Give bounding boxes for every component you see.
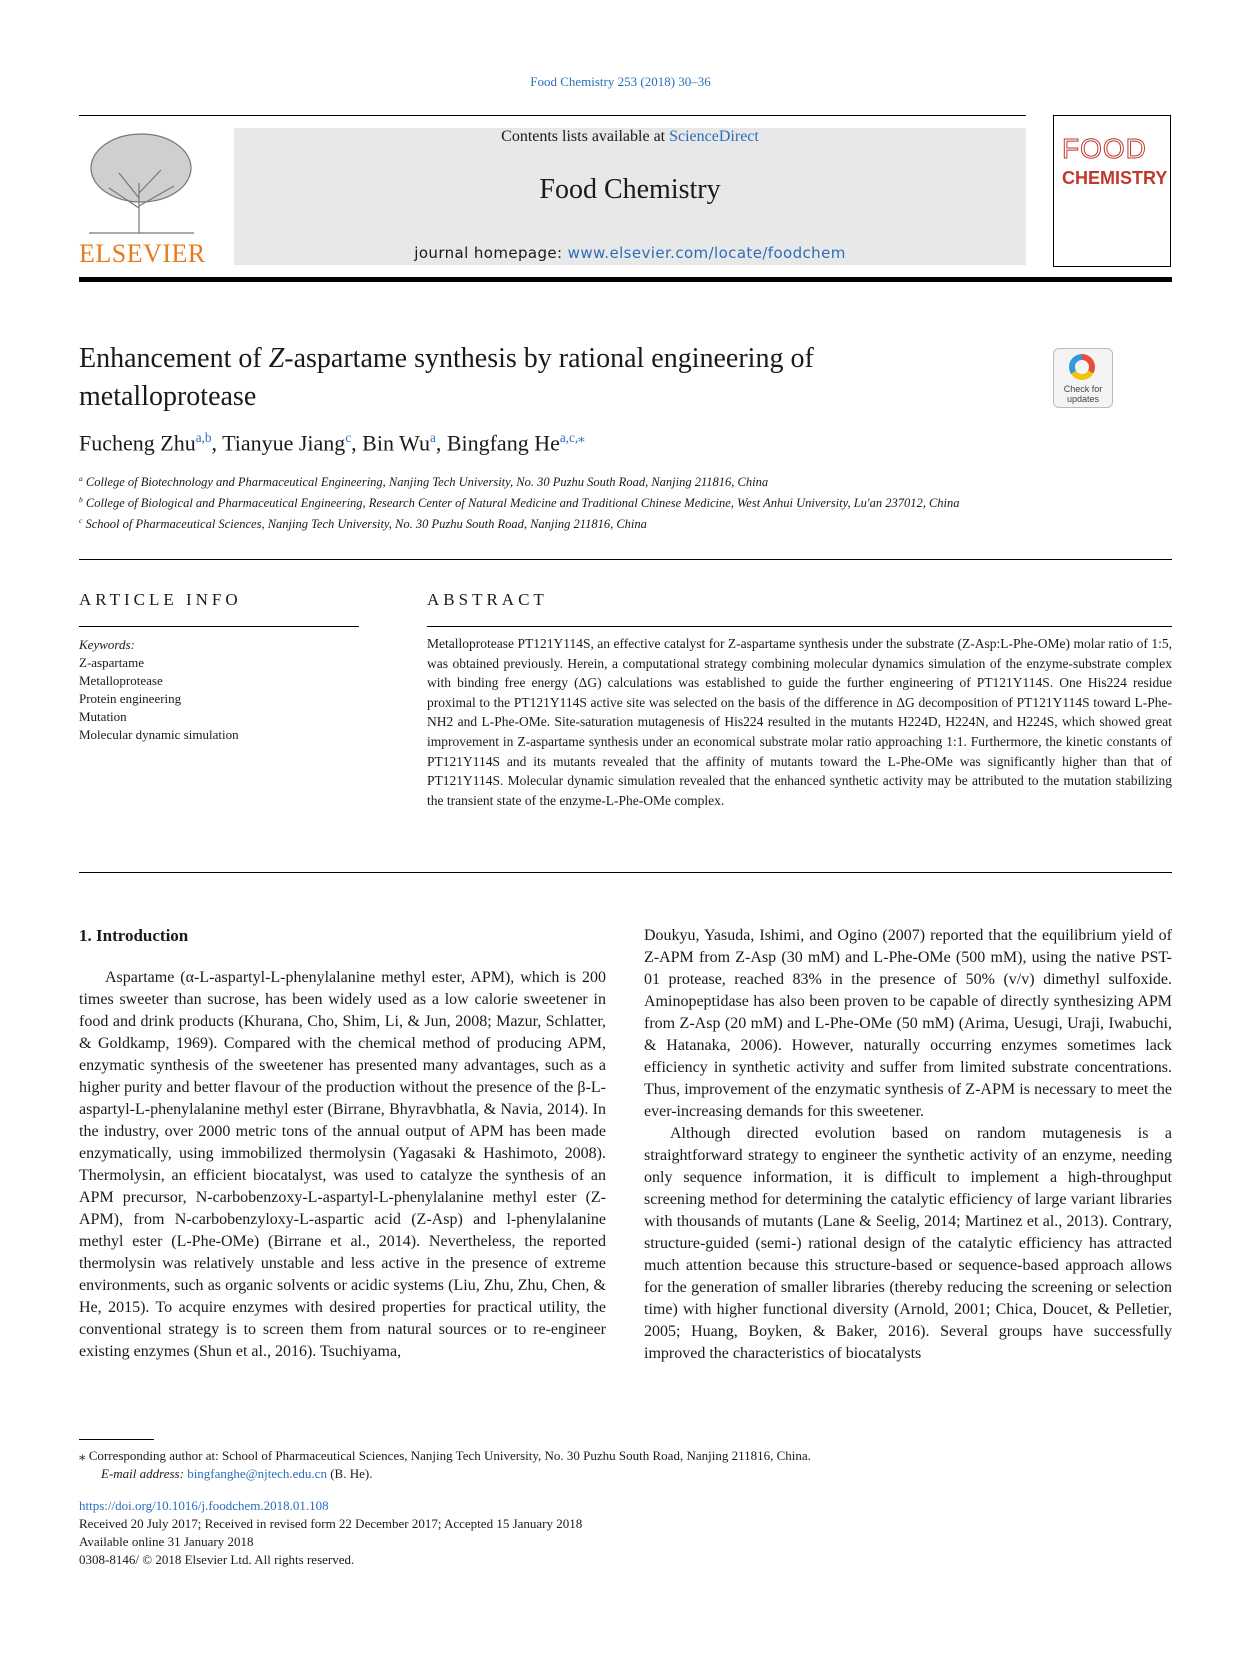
contents-line	[234, 128, 1026, 146]
author-affiliation-mark[interactable]: c	[345, 430, 352, 445]
footnotes	[79, 1447, 1172, 1483]
body-column-right	[644, 925, 1172, 1365]
body-paragraph: Aspartame (α-L-aspartyl-L-phenylalanine methyl ester, APM), which is 200 times sweeter than sucrose, has been widely used as a low calorie sweetener in food and drink products (Khurana, Cho, Shim, Li, & Jun, 2008; Mazur, Schlatter, & Goldkamp, 1969). Compared with the chemical method of producing APM, enzymatic synthesis of the sweetener has presented many advantages, such as a higher purity and better flavour of the production without the presence of the β-L-aspartyl-L-phenylalanine methyl ester (Birrane, Bhyravbhatla, & Navia, 2014). In the industry, over 2000 metric tons of the annual output of APM has been made enzymatically, using immobilized thermolysin (Yagasaki & Hashimoto, 2008). Thermolysin, an efficient biocatalyst, was used to catalyze the synthesis of an APM precursor, N-carbobenzoxy-L-aspartyl-L-phenylalanine methyl ester (Z-APM), from N-carbobenzyloxy-L-aspartic acid (Z-Asp) and l-phenylalanine methyl ester (L-Phe-OMe) (Birrane et al., 2014). Nevertheless, the reported thermolysin was relatively unstable and less active in the presence of extreme environments, such as organic solvents or acidic systems (Liu, Zhu, Zhu, Chen, & He, 2015). To acquire enzymes with desired properties for practical utility, the conventional strategy is to screen them from natural sources or to re-engineer existing enzymes (Shun et al., 2016). Tsuchiyama,	[79, 969, 606, 1360]
email-label: E-mail address:	[101, 1466, 188, 1481]
author-name: Tianyue Jiang	[222, 430, 346, 456]
header-rule	[79, 115, 1026, 116]
online-date: Available online 31 January 2018	[79, 1534, 254, 1549]
author-name: Bin Wu	[362, 430, 430, 456]
email-suffix: (B. He).	[326, 1466, 373, 1481]
sciencedirect-link[interactable]: ScienceDirect	[669, 128, 759, 145]
body-column-left	[79, 925, 606, 1363]
keyword-item: Mutation	[79, 709, 127, 724]
homepage-link[interactable]: www.elsevier.com/locate/foodchem	[567, 244, 846, 262]
article-metadata	[79, 1497, 1172, 1569]
corresponding-author-note: ⁎ Corresponding author at: School of Pharmaceutical Sciences, Nanjing Tech University, No. 30 Puzhu South Road, Nanjing 211816, China.	[79, 1448, 811, 1463]
author-affiliation-mark[interactable]: a	[429, 430, 436, 445]
abstract-text: Metalloprotease PT121Y114S, an effective catalyst for Z-aspartame synthesis under the substrate (Z-Asp:L-Phe-OMe) molar ratio of 1:5, was obtained previously. Herein, a computational strategy combining molecular dynamics simulation of the enzyme-substrate complex with binding free energy (ΔG) calculations was established to guide the further engineering of PT121Y114S. One His224 residue proximal to the PT121Y114S active site was selected on the basis of the difference in ΔG decomposition of PT121Y114S toward L-Phe-NH2 and L-Phe-OMe. Site-saturation mutagenesis of His224 resulted in the mutants H224D, H224N, and H224S, which showed great improvement in Z-aspartame synthesis under an economical substrate molar ratio approaching 1:1. Furthermore, the kinetic constants of PT121Y114S and its mutants revealed that the affinity of mutants toward the L-Phe-OMe was significantly higher than that of PT121Y114S. Molecular dynamic simulation revealed that the enhanced synthetic activity may be attributed to the mutation stabilizing the transient state of the enzyme-L-Phe-OMe complex.	[427, 636, 1172, 808]
article-info-heading: ARTICLE INFO	[79, 590, 242, 609]
author-name: Fucheng Zhu	[79, 430, 196, 456]
keywords-list	[79, 636, 359, 744]
keyword-item: Molecular dynamic simulation	[79, 727, 239, 742]
elsevier-tree-logo	[79, 128, 204, 236]
author-affiliation-mark[interactable]: a,b	[195, 430, 212, 445]
keyword-item: Metalloprotease	[79, 673, 163, 688]
body-paragraph: Although directed evolution based on random mutagenesis is a straightforward strategy to engineer the synthetic activity of an enzyme, needing only sequence information, it is difficult to implement a high-throughput screening method for determining the catalytic efficiency of large variant libraries with thousands of mutants (Lane & Seelig, 2014; Martinez et al., 2013). Contrary, structure-guided (semi-) rational design of the catalytic efficiency has attracted much attention because this structure-based or sequence-based approach allows for the generation of smaller libraries (thereby reducing the screening or selection time) with higher functional diversity (Arnold, 2001; Chica, Doucet, & Pelletier, 2005; Huang, Boyken, & Baker, 2016). Several groups have successfully improved the characteristics of biocatalysts	[644, 1125, 1172, 1362]
keyword-item: Protein engineering	[79, 691, 182, 706]
homepage-line	[234, 244, 1026, 262]
check-for-updates-button[interactable]	[1053, 348, 1113, 408]
header-thick-rule	[79, 277, 1172, 282]
journal-banner	[234, 128, 1026, 265]
abstract-heading: ABSTRACT	[427, 590, 548, 609]
affiliation-item: $^b$ College of Biological and Pharmaceutical Engineering, Research Center of Natural Medicine and Traditional Chinese Medicine, West Anhui University, Lu'an 237012, China	[79, 495, 960, 511]
abstract-end-rule	[79, 872, 1172, 873]
cover-chemistry-text: CHEMISTRY	[1062, 168, 1168, 188]
author-name: Bingfang He	[446, 430, 560, 456]
section-heading-introduction: 1. Introduction	[79, 926, 189, 945]
email-note	[79, 1465, 1172, 1483]
contents-prefix: Contents lists available at	[501, 128, 670, 145]
body-paragraph: Doukyu, Yasuda, Ishimi, and Ogino (2007) reported that the equilibrium yield of Z-APM from Z-Asp (30 mM) and L-Phe-OMe (500 mM), using the native PST-01 protease, reached 83% in the presence of 50% (v/v) dimethyl sulfoxide. Aminopeptidase has also been proven to be capable of directly synthesizing APM from Z-Asp (20 mM) and L-Phe-OMe (50 mM) (Arima, Uesugi, Uraji, Iwabuchi, & Hatanaka, 2006). However, naturally occurring enzymes sometimes lack efficiency in synthetic activity and suffer from limited substrate concentrations. Thus, improvement of the enzymatic synthesis of Z-APM is necessary to meet the ever-increasing demands for this sweetener.	[644, 927, 1172, 1120]
affiliations	[79, 470, 1039, 533]
elsevier-wordmark: ELSEVIER	[79, 239, 206, 268]
section-rule	[79, 559, 1172, 560]
journal-name: Food Chemistry	[539, 174, 721, 205]
keyword-item: Z-aspartame	[79, 655, 144, 670]
article-title: Enhancement of Z-aspartame synthesis by rational engineering of metalloprotease	[79, 343, 814, 412]
keywords-label: Keywords:	[79, 637, 135, 652]
doi-link[interactable]: https://doi.org/10.1016/j.foodchem.2018.01.108	[79, 1498, 329, 1513]
check-for-updates-label: Check for updates	[1063, 384, 1103, 404]
homepage-prefix: journal homepage:	[414, 244, 568, 262]
abstract-rule	[427, 626, 1172, 627]
author-affiliation-mark[interactable]: a,c,⁎	[559, 430, 585, 445]
journal-cover-thumbnail	[1053, 115, 1171, 267]
copyright-line: 0308-8146/ © 2018 Elsevier Ltd. All rights reserved.	[79, 1552, 355, 1567]
author-list: Fucheng Zhu$^{a,b}$, Tianyue Jiang$^c$, Bin Wu$^a$, Bingfang $He^{a,c,⁎}$	[79, 430, 585, 456]
received-dates: Received 20 July 2017; Received in revised form 22 December 2017; Accepted 15 January 2018	[79, 1516, 583, 1531]
affiliation-item: $^a$ College of Biotechnology and Pharmaceutical Engineering, Nanjing Tech University, No. 30 Puzhu South Road, Nanjing 211816, China	[79, 474, 769, 490]
article-info-rule	[79, 626, 359, 627]
crossmark-icon	[1069, 354, 1095, 380]
footnote-rule	[79, 1439, 154, 1440]
journal-citation[interactable]: Food Chemistry 253 (2018) 30–36	[530, 74, 711, 89]
cover-food-text: FOOD	[1062, 133, 1147, 164]
email-link[interactable]: bingfanghe@njtech.edu.cn	[187, 1466, 327, 1481]
affiliation-item: $^c$ School of Pharmaceutical Sciences, Nanjing Tech University, No. 30 Puzhu South Road, Nanjing 211816, China	[79, 516, 647, 532]
